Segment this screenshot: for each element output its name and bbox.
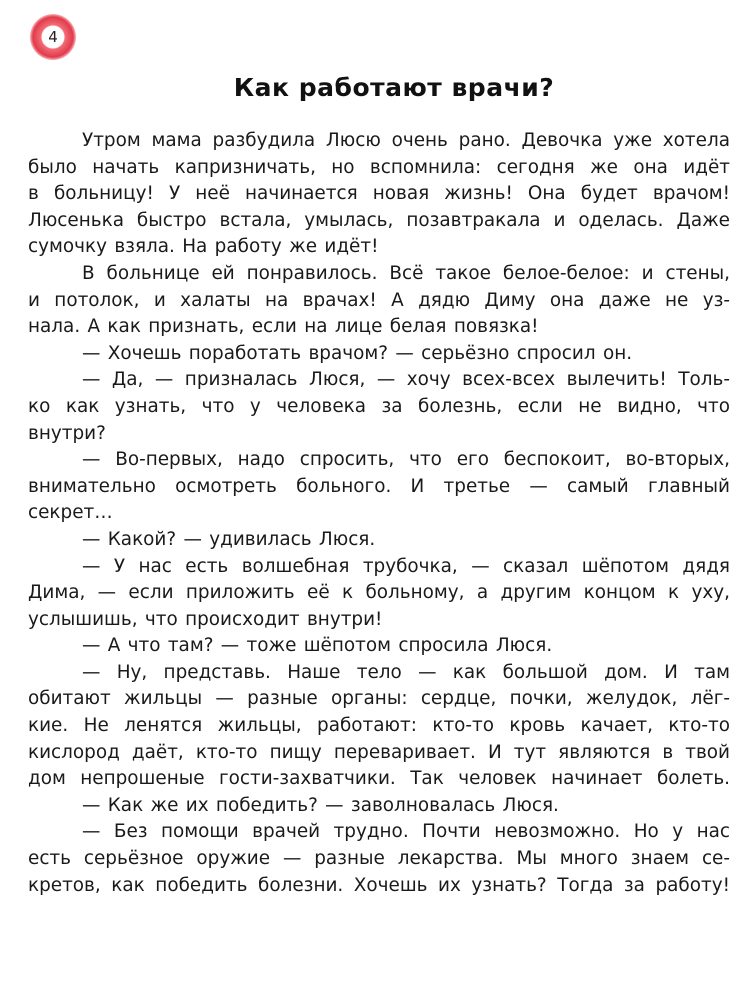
paragraph [28,261,730,341]
text-line: — Ну, представь. Наше тело — как большой дом. И там [82,661,730,683]
paragraph [82,527,730,554]
paragraph [82,793,730,820]
paragraph [28,367,730,447]
story-text [28,128,730,899]
text-line: кислород даёт, кто-то пищу переваривает. И тут являются в твой [28,741,730,763]
text-line: В больнице ей понравилось. Всё такое белое-белое: и стены, [82,262,730,284]
text-line: — У нас есть волшебная трубочка, — сказал шёпотом дядя [82,555,730,577]
text-line: внутри? [28,422,106,444]
text-line: сумочку взяла. На работу же идёт! [28,236,379,258]
paragraph [82,633,730,660]
text-line: Дима, — если приложить её к больному, а другим концом к уху, [28,582,730,604]
text-line: внимательно осмотреть больного. И третье — самый главный [28,475,730,497]
paragraph [28,660,730,793]
paragraph [28,128,730,261]
text-line: — А что там? — тоже шёпотом спросила Люся. [82,635,553,657]
text-line: кие. Не ленятся жильцы, работают: кто-то кровь качает, кто-то [28,715,730,737]
paragraph [28,554,730,634]
page-title: Как работают врачи? [233,73,555,102]
page-number-badge [30,14,76,60]
text-line: в больницу! У неё начинается новая жизнь! Она будет врачом! [28,183,730,205]
text-line: — Во-первых, надо спросить, что его беспокоит, во-вторых, [82,449,730,471]
paragraph [28,819,730,899]
text-line: ко как узнать, что у человека за болезнь, если не видно, что [28,395,730,417]
text-line: дом непрошеные гости-захватчики. Так человек начинает болеть. [28,768,730,790]
text-line: есть серьёзное оружие — разные лекарства. Мы много знаем се- [28,848,730,870]
text-line: услышишь, что происходит внутри! [28,608,383,630]
text-line: и потолок, и халаты на врачах! А дядю Диму она даже не уз- [28,289,730,311]
text-line: — Как же их победить? — заволновалась Люся. [82,794,559,816]
page-number: 4 [48,28,58,46]
text-line: — Хочешь поработать врачом? — серьёзно спросил он. [82,342,633,364]
text-line: секрет… [28,502,113,524]
text-line: — Да, — призналась Люся, — хочу всех-всех вылечить! Толь- [82,369,730,391]
text-line: — Без помощи врачей трудно. Почти невозможно. Но у нас [82,821,730,843]
text-line: — Какой? — удивилась Люся. [82,528,376,550]
text-line: кретов, как победить болезни. Хочешь их узнать? Тогда за работу! [28,874,730,896]
text-line: обитают жильцы — разные органы: сердце, почки, желудок, лёг- [28,688,730,710]
paragraph [82,341,730,368]
text-line: нала. А как признать, если на лице белая повязка! [28,316,539,338]
paragraph [28,447,730,527]
text-line: было начать капризничать, но вспомнила: сегодня же она идёт [28,156,730,178]
text-line: Люсенька быстро встала, умылась, позавтракала и оделась. Даже [28,209,730,231]
text-line: Утром мама разбудила Люсю очень рано. Девочка уже хотела [82,130,730,151]
